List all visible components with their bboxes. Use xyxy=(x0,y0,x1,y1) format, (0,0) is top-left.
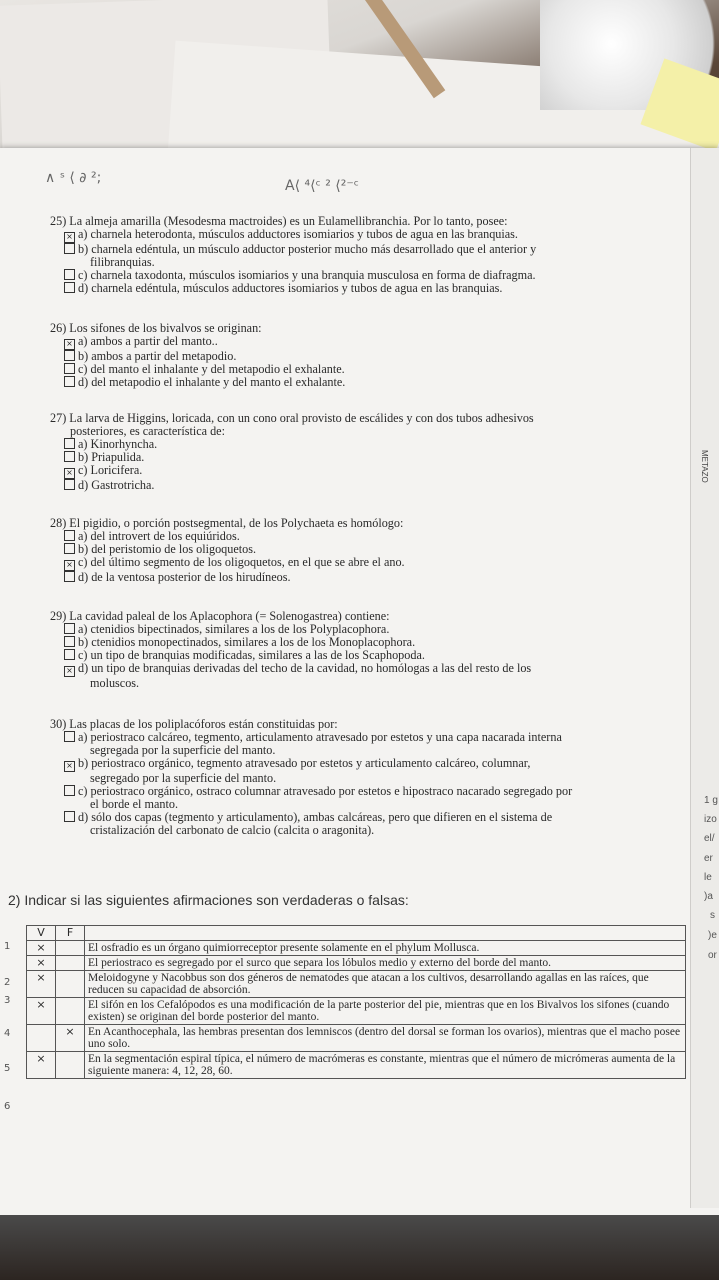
q30-option-b-cont: segregado por la superficie del manto. xyxy=(90,771,277,785)
checkbox[interactable] xyxy=(64,731,75,742)
q25-option-a[interactable]: × a) charnela heterodonta, músculos adductores isomiarios y tubos de agua en las branquias. xyxy=(64,228,640,243)
checkbox[interactable] xyxy=(64,376,75,387)
q26-option-c[interactable]: c) del manto el inhalante y del metapodio el exhalante. xyxy=(64,363,640,376)
checkbox[interactable] xyxy=(64,451,75,462)
margin-fragment: le xyxy=(704,872,712,883)
checkbox[interactable] xyxy=(64,269,75,280)
table-row xyxy=(27,971,686,998)
question-26-title: 26) Los sifones de los bivalvos se originan: xyxy=(50,321,262,335)
question-28-title: 28) El pigidio, o porción postsegmental, de los Polychaeta es homólogo: xyxy=(50,516,404,530)
q25-option-b[interactable]: b) charnela edéntula, un músculo adductor posterior mucho más desarrollado que el anterior y xyxy=(64,243,640,256)
q28-option-d[interactable]: d) de la ventosa posterior de los hirudíneos. xyxy=(64,571,640,584)
side-sheet xyxy=(690,148,719,1208)
row-number: 3 xyxy=(4,995,11,1006)
column-header-statement xyxy=(85,926,686,941)
q27-option-c[interactable]: × c) Loricifera. xyxy=(64,464,640,479)
checkbox[interactable] xyxy=(64,530,75,541)
handwriting-top-mid: A⟨ ⁴⟨ᶜ ² ⟨²⁻ᶜ xyxy=(285,178,359,194)
checkbox[interactable] xyxy=(64,636,75,647)
q29-option-d-cont: moluscos. xyxy=(90,676,140,690)
checkbox-checked[interactable]: × xyxy=(64,232,75,243)
statement-text: En la segmentación espiral típica, el número de macrómeras es constante, mientras que el número de micrómeras aumenta de la siguiente manera: 4, 12, 28, 60. xyxy=(85,1052,686,1079)
margin-fragment: izo xyxy=(704,814,717,825)
checkbox[interactable] xyxy=(64,571,75,582)
question-28 xyxy=(50,517,640,584)
row-number: 2 xyxy=(4,977,11,988)
checkbox[interactable] xyxy=(64,282,75,293)
statement-text: En Acanthocephala, las hembras presentan dos lemniscos (dentro del dorsal se forman los ovarios), mientras que el macho posee uno solo. xyxy=(85,1025,686,1052)
checkbox[interactable] xyxy=(64,785,75,796)
row-number: 4 xyxy=(4,1028,11,1039)
q30-option-c[interactable]: c) periostraco orgánico, ostraco columnar atravesado por estetos e hipostraco nacarado segregado por xyxy=(64,785,640,798)
checkbox-checked[interactable]: × xyxy=(64,666,75,677)
margin-fragment: )e xyxy=(708,930,717,941)
margin-fragment: 1 g xyxy=(704,795,718,806)
checkbox[interactable] xyxy=(64,811,75,822)
mark-false[interactable]: × xyxy=(56,1025,85,1052)
q29-option-a[interactable]: a) ctenidios bipectinados, similares a los de los Polyplacophora. xyxy=(64,623,640,636)
checkbox-checked[interactable]: × xyxy=(64,761,75,772)
mark-false[interactable] xyxy=(56,1052,85,1079)
table-row xyxy=(27,1025,686,1052)
checkbox[interactable] xyxy=(64,350,75,361)
table-row xyxy=(27,998,686,1025)
checkbox[interactable] xyxy=(64,649,75,660)
table-row xyxy=(27,1052,686,1079)
checkbox-checked[interactable]: × xyxy=(64,560,75,571)
question-30 xyxy=(50,718,640,837)
question-27-title-cont: posteriores, es característica de: xyxy=(70,424,225,438)
mark-false[interactable] xyxy=(56,998,85,1025)
section-2-title: 2) Indicar si las siguientes afirmaciones son verdaderas o falsas: xyxy=(8,892,409,908)
margin-fragment: el/ xyxy=(704,833,715,844)
q28-option-b[interactable]: b) del peristomio de los oligoquetos. xyxy=(64,543,640,556)
checkbox[interactable] xyxy=(64,623,75,634)
question-29 xyxy=(50,610,640,690)
checkbox[interactable] xyxy=(64,363,75,374)
q25-option-b-cont: filibranquias. xyxy=(90,255,155,269)
q30-option-a[interactable]: a) periostraco calcáreo, tegmento, articulamento atravesado por estetos y una capa nacarada interna xyxy=(64,731,640,744)
table-header-row xyxy=(27,926,686,941)
q29-option-b[interactable]: b) ctenidios monopectinados, similares a los de los Monoplacophora. xyxy=(64,636,640,649)
checkbox-checked[interactable]: × xyxy=(64,468,75,479)
handwriting-top-left: ∧ ˢ ⟨ ∂ ²; xyxy=(45,170,102,186)
margin-fragment: or xyxy=(708,950,717,961)
q28-option-a[interactable]: a) del introvert de los equiúridos. xyxy=(64,530,640,543)
q28-option-c[interactable]: × c) del último segmento de los oligoquetos, en el que se abre el ano. xyxy=(64,556,640,571)
side-label: METAZO xyxy=(700,450,709,483)
mark-true[interactable]: × xyxy=(27,956,56,971)
question-29-title: 29) La cavidad paleal de los Aplacophora (= Solenogastrea) contiene: xyxy=(50,609,390,623)
statement-text: El periostraco es segregado por el surco que separa los lóbulos medio y externo del borde del manto. xyxy=(85,956,686,971)
checkbox[interactable] xyxy=(64,543,75,554)
question-26 xyxy=(50,322,640,389)
question-25 xyxy=(50,215,640,295)
column-header-v: V xyxy=(27,926,56,941)
q29-option-c[interactable]: c) un tipo de branquias modificadas, similares a las de los Scaphopoda. xyxy=(64,649,640,662)
q25-option-c[interactable]: c) charnela taxodonta, músculos isomiarios y una branquia musculosa en forma de diafragma. xyxy=(64,269,640,282)
statement-text: El sifón en los Cefalópodos es una modificación de la parte posterior del pie, mientras que en los Bivalvos los sifones (cuando existen) se originan del borde posterior del manto. xyxy=(85,998,686,1025)
q26-option-d[interactable]: d) del metapodio el inhalante y del manto el exhalante. xyxy=(64,376,640,389)
row-number: 5 xyxy=(4,1063,11,1074)
question-27-title: 27) La larva de Higgins, loricada, con un cono oral provisto de escálides y con dos tubos adhesivos xyxy=(50,411,534,425)
row-number: 6 xyxy=(4,1101,11,1112)
checkbox-checked[interactable]: × xyxy=(64,339,75,350)
q30-option-d-cont: cristalización del carbonato de calcio (calcita o aragonita). xyxy=(90,823,375,837)
mark-true[interactable]: × xyxy=(27,971,56,998)
q30-option-d[interactable]: d) sólo dos capas (tegmento y articulamento), ambas calcáreas, pero que difieren en el sistema de xyxy=(64,811,640,824)
statement-text: Meloidogyne y Nacobbus son dos géneros de nematodes que atacan a los cultivos, desarrollando agallas en las raíces, que reducen su capacidad de absorción. xyxy=(85,971,686,998)
statement-text: El osfradio es un órgano quimiorreceptor presente solamente en el phylum Mollusca. xyxy=(85,941,686,956)
mark-true[interactable]: × xyxy=(27,1052,56,1079)
row-number: 1 xyxy=(4,941,11,952)
column-header-f: F xyxy=(56,926,85,941)
question-27 xyxy=(50,412,640,492)
checkbox[interactable] xyxy=(64,479,75,490)
q30-option-a-cont: segregada por la superficie del manto. xyxy=(90,743,276,757)
mark-true[interactable]: × xyxy=(27,941,56,956)
q30-option-c-cont: el borde el manto. xyxy=(90,797,178,811)
desk-bottom xyxy=(0,1215,719,1280)
q26-option-a[interactable]: × a) ambos a partir del manto.. xyxy=(64,335,640,350)
q29-option-d[interactable]: × d) un tipo de branquias derivadas del techo de la cavidad, no homólogas a las del resto de los xyxy=(64,662,640,677)
q30-option-b[interactable]: × b) periostraco orgánico, tegmento atravesado por estetos y articulamento calcáreo, columnar, xyxy=(64,757,640,772)
q27-option-a[interactable]: a) Kinorhyncha. xyxy=(64,438,640,451)
margin-fragment: )a xyxy=(704,891,713,902)
margin-fragment: s xyxy=(710,910,715,921)
mark-false[interactable] xyxy=(56,956,85,971)
q25-option-d[interactable]: d) charnela edéntula, músculos adductores isomiarios y tubos de agua en las branquias. xyxy=(64,282,640,295)
checkbox[interactable] xyxy=(64,438,75,449)
mark-true[interactable]: × xyxy=(27,998,56,1025)
q27-option-d[interactable]: d) Gastrotricha. xyxy=(64,479,640,492)
question-25-title: 25) La almeja amarilla (Mesodesma mactroides) es un Eulamellibranchia. Por lo tanto, posee: xyxy=(50,214,508,228)
mark-true[interactable] xyxy=(27,1025,56,1052)
checkbox[interactable] xyxy=(64,243,75,254)
table-row xyxy=(27,956,686,971)
mark-false[interactable] xyxy=(56,971,85,998)
mark-false[interactable] xyxy=(56,941,85,956)
true-false-table xyxy=(26,925,686,1079)
question-30-title: 30) Las placas de los poliplacóforos están constituidas por: xyxy=(50,717,338,731)
table-row xyxy=(27,941,686,956)
margin-fragment: er xyxy=(704,853,713,864)
q27-option-b[interactable]: b) Priapulida. xyxy=(64,451,640,464)
q26-option-b[interactable]: b) ambos a partir del metapodio. xyxy=(64,350,640,363)
